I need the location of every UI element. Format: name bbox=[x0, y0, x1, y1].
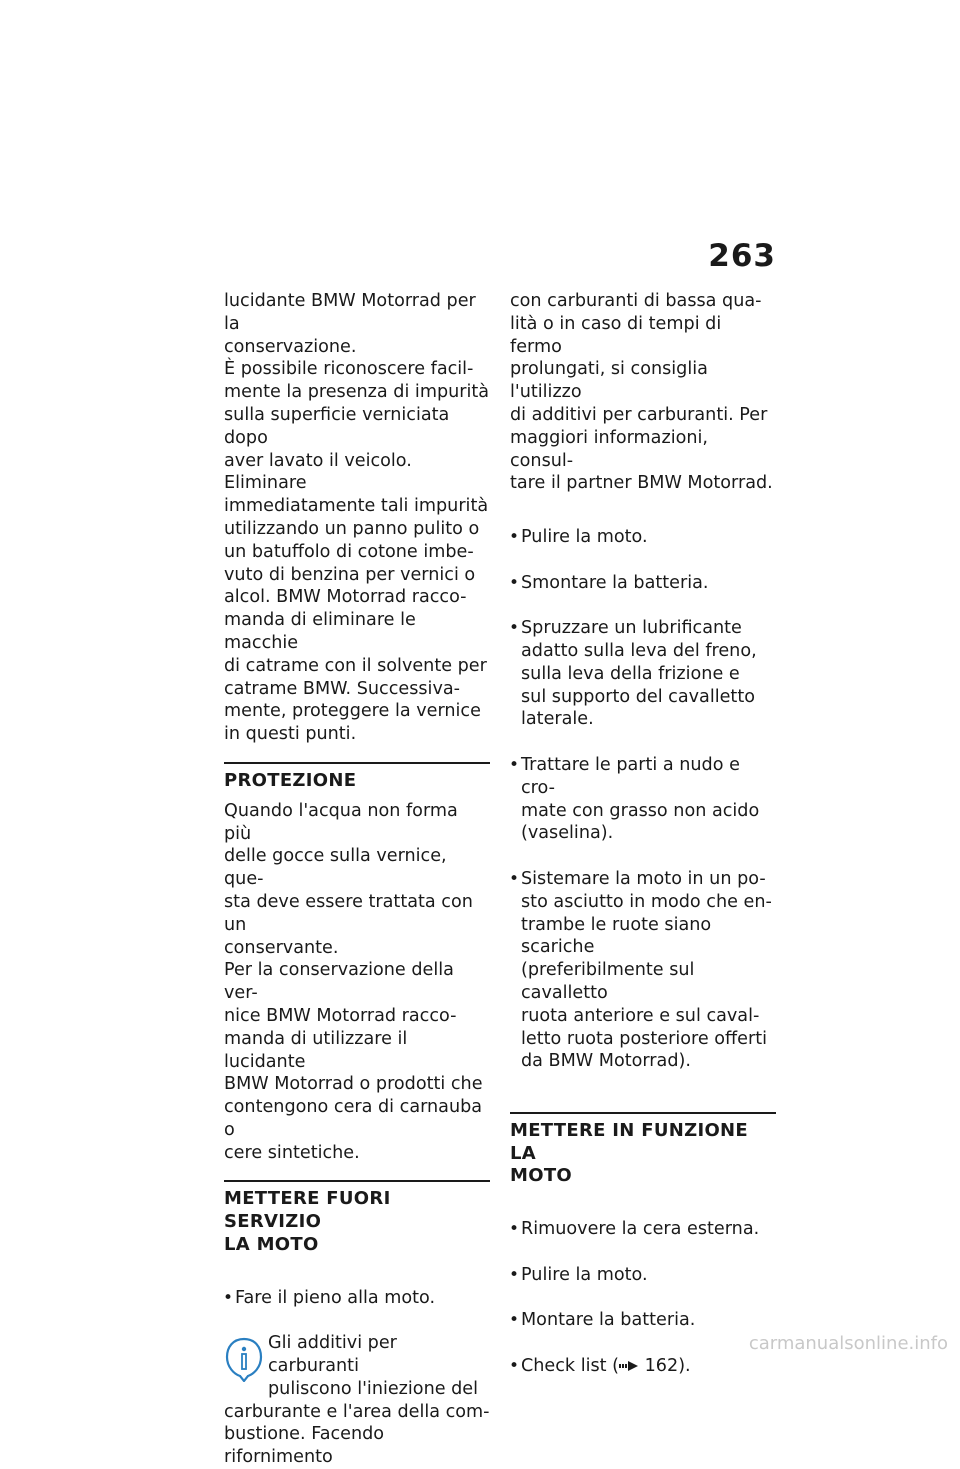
protezione-paragraph: Quando l'acqua non forma più delle gocce sulla vernice, que- sta deve essere trattata con un conservante. Per la conservazione della ver- nice BMW Motorrad racco- manda di utilizzare il lucidante BMW Motorrad o prodotti che contengono cera di carnauba o cere sintetiche. bbox=[224, 800, 483, 1163]
heading-protezione: PROTEZIONE bbox=[224, 769, 357, 791]
footer-watermark: carmanualsonline.info bbox=[748, 1333, 948, 1354]
list-item: • Spruzzare un lubrificante adatto sulla leva del freno, sulla leva della frizione e sul supporto del cavalletto laterale. bbox=[510, 617, 776, 731]
continued-paragraph: con carburanti di bassa qua- lità o in caso di tempi di fermo prolungati, si consiglia l'utilizzo di additivi per carburanti. Per maggiori informazioni, consul- tare il partner BMW Motorrad. bbox=[510, 291, 773, 494]
list-item: • Trattare le parti a nudo e cro- mate con grasso non acido (vaselina). bbox=[510, 754, 776, 845]
section-in-funzione bbox=[510, 1112, 776, 1401]
section-protezione bbox=[224, 762, 490, 1165]
info-icon bbox=[224, 1336, 264, 1382]
fuori-servizio-list bbox=[224, 1264, 490, 1332]
note-text-rest: carburante e l'area della com- bustione. Facendo rifornimento bbox=[224, 1401, 490, 1468]
fuori-servizio-steps bbox=[510, 503, 776, 1096]
heading-in-funzione: METTERE IN FUNZIONE LA MOTO bbox=[510, 1119, 749, 1187]
intro-paragraph: lucidante BMW Motorrad per la conservazione. È possibile riconoscere facil- mente la presenza di impurità sulla superficie verniciata dopo aver lavato il veicolo. Eliminare immediatamente tali impurità utilizzando un panno pulito o un batuffolo di cotone imbe- vuto di benzina per vernici o alcol. BMW Motorrad racco- manda di eliminare le macchie di catrame con il solvente per catrame BMW. Successiva- mente, proteggere la vernice in questi punti. bbox=[224, 291, 490, 745]
checklist-item bbox=[510, 1355, 776, 1378]
in-funzione-list bbox=[510, 1195, 776, 1400]
list-item: • Smontare la batteria. bbox=[510, 572, 776, 595]
right-column bbox=[510, 290, 776, 1400]
heading-fuori-servizio: METTERE FUORI SERVIZIO LA MOTO bbox=[224, 1188, 391, 1256]
list-item: • Pulire la moto. bbox=[510, 526, 776, 549]
list-item: • Rimuovere la cera esterna. bbox=[510, 1218, 776, 1241]
checklist-text: Check list ( bbox=[521, 1355, 620, 1376]
info-note bbox=[224, 1332, 490, 1469]
list-item: • Sistemare la moto in un po- sto asciutto in modo che en- trambe le ruote siano scariche (preferibilmente sul cavalletto ruota anteriore e sul caval- letto ruota posteriore offerti da BMW Motorrad). bbox=[510, 868, 776, 1073]
checklist-page-ref[interactable]: 162). bbox=[639, 1355, 691, 1376]
left-column bbox=[224, 290, 490, 1469]
list-item: • Montare la batteria. bbox=[510, 1309, 776, 1332]
list-item: • Pulire la moto. bbox=[510, 1264, 776, 1287]
note-text-first: Gli additivi per carburanti puliscono l'iniezione del bbox=[268, 1333, 479, 1399]
section-fuori-servizio bbox=[224, 1180, 490, 1469]
list-item: • Fare il pieno alla moto. bbox=[224, 1287, 490, 1310]
page-number: 263 bbox=[708, 238, 776, 274]
